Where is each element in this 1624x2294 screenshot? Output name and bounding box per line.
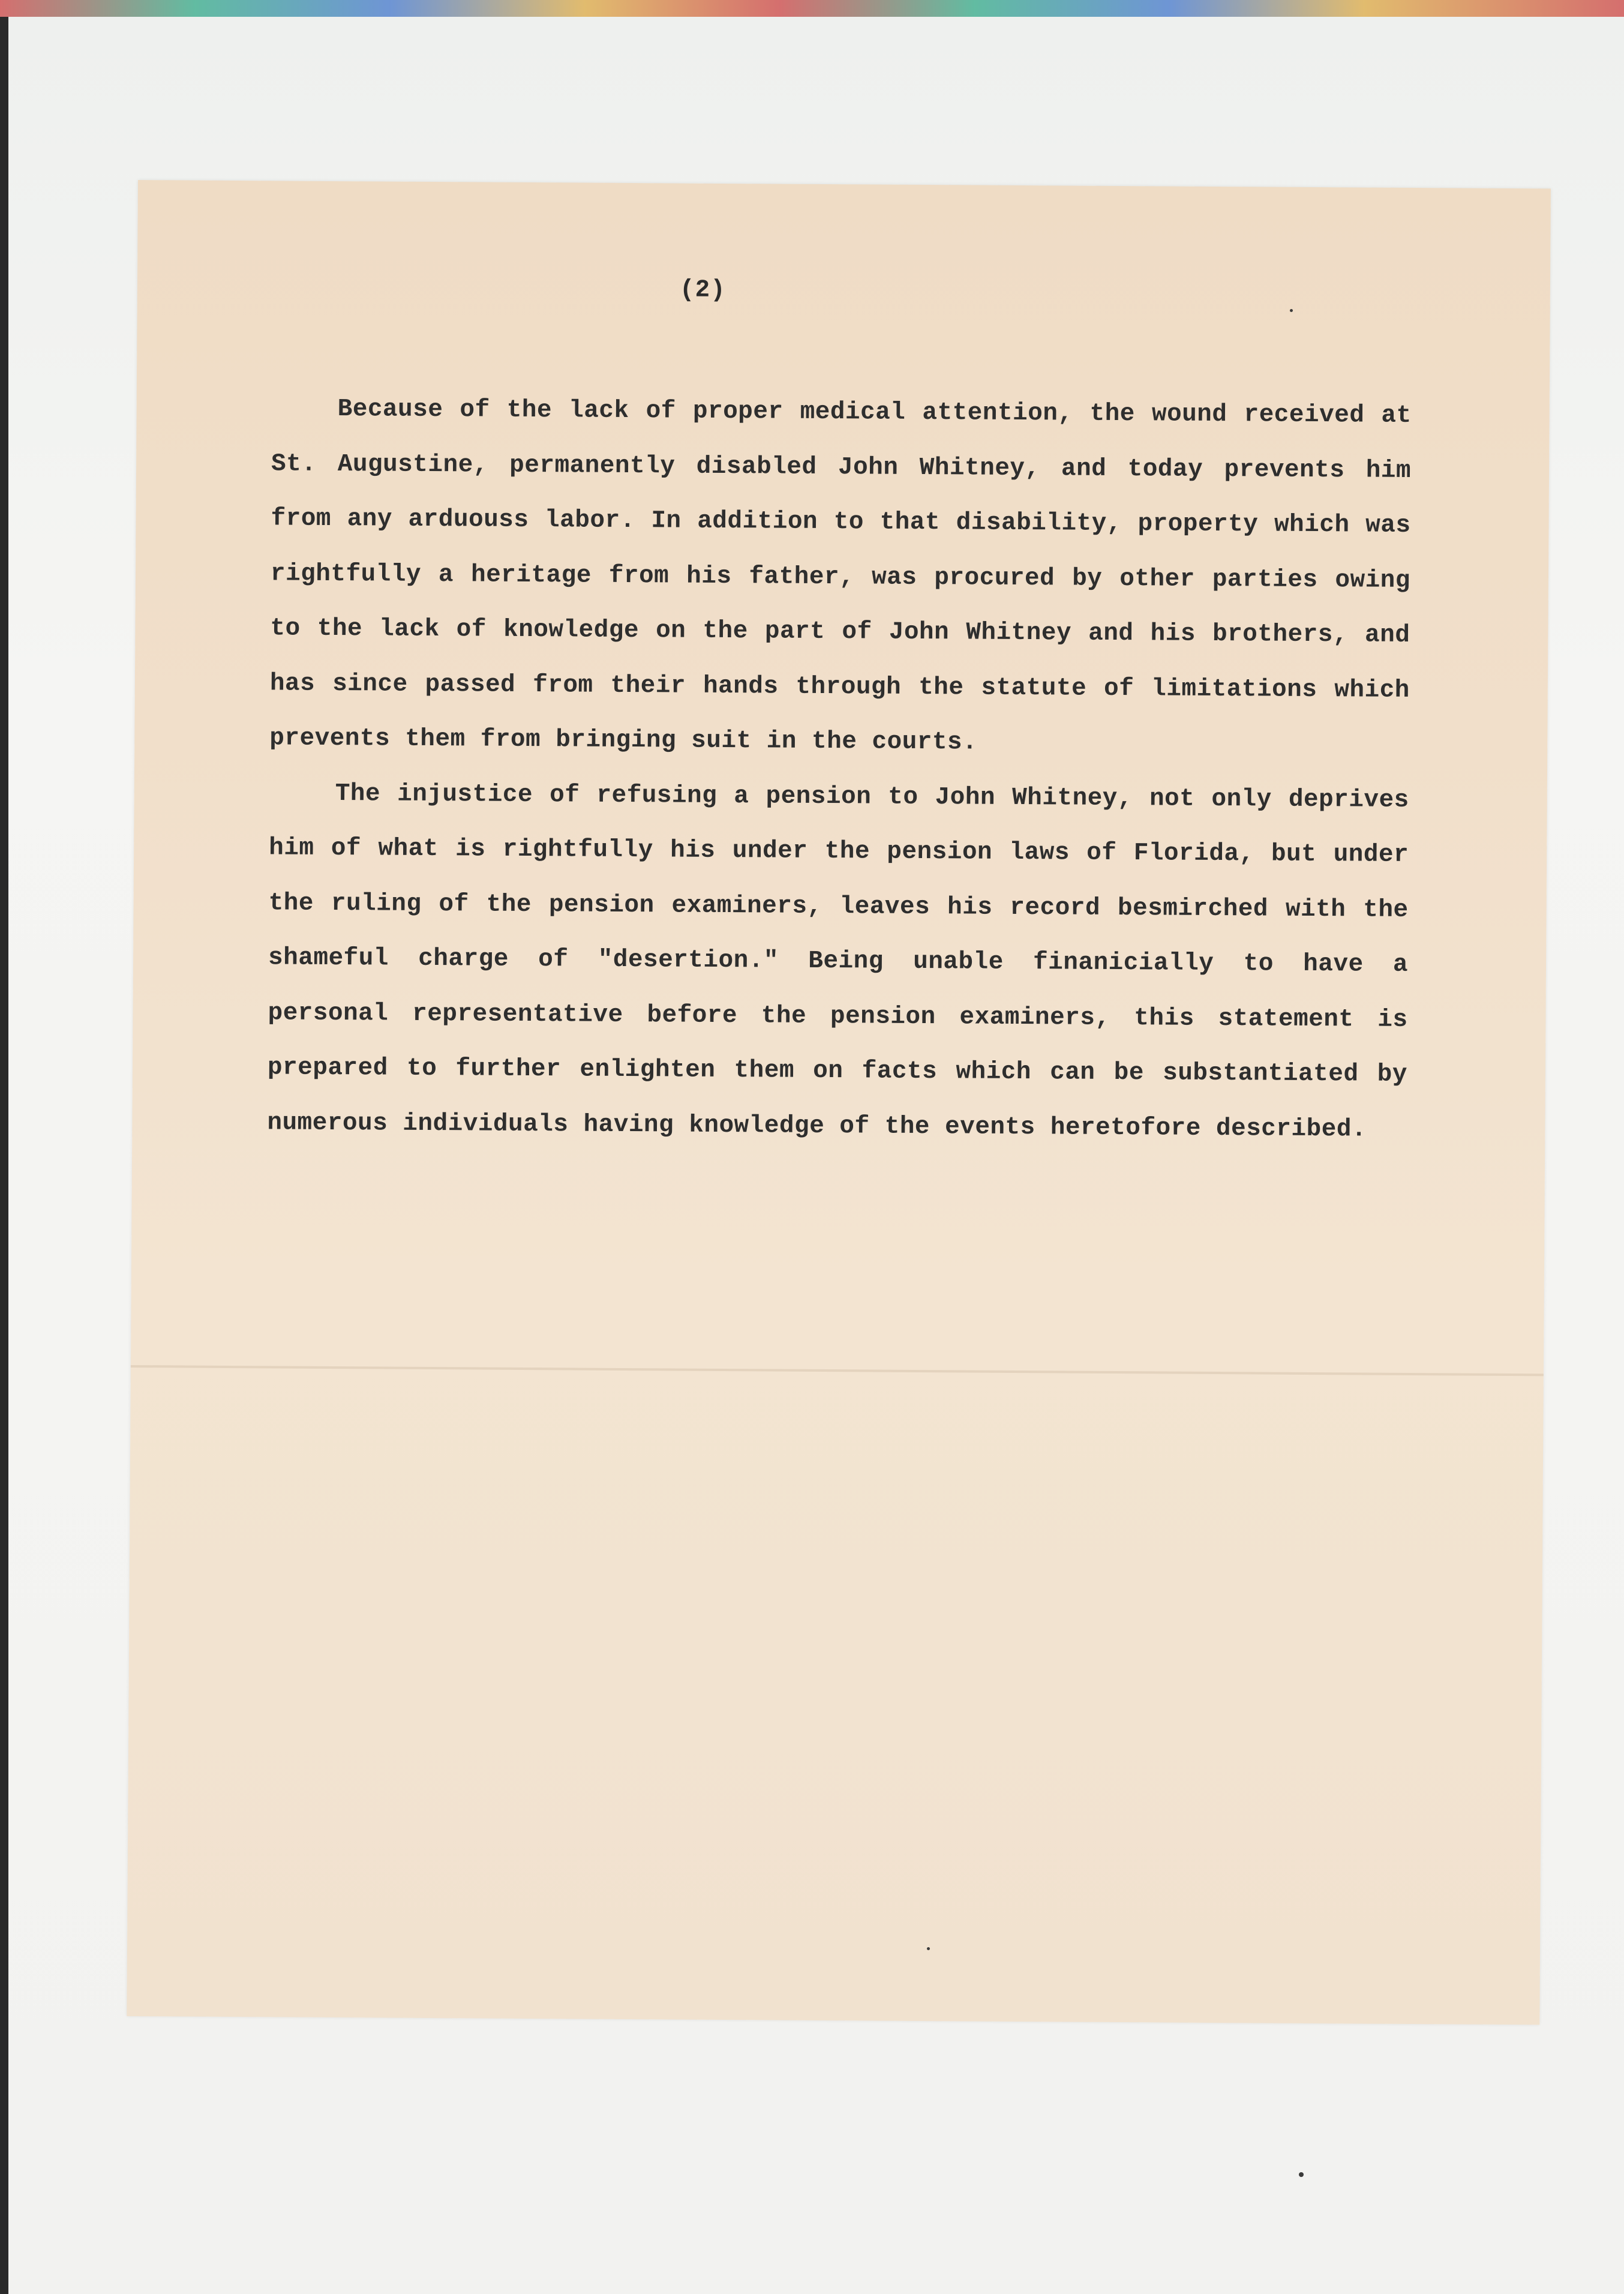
paragraph-1: Because of the lack of proper medical attention, the wound received at St. Augustine, permanently disabled John Whitney, and today prevents him from any arduouss labor. In addition to that disability, property which was rightfully a heritage from his father, was procured by other parties owing to the lack of knowledge on the part of John Whitney and his brothers, and has since passed from their hands through the statute of limitations which prevents them from bringing suit in the courts. bbox=[269, 395, 1412, 757]
scanner-left-edge bbox=[0, 17, 8, 2294]
dust-speck bbox=[1290, 309, 1293, 312]
paragraph-2: The injustice of refusing a pension to John Whitney, not only deprives him of what is rightfully his under the pension laws of Florida, but under the ruling of the pension examiners, leaves his record besmirched with the shameful charge of "desertion." Being unable finanicially to have a personal representative before the pension examiners, this statement is prepared to further enlighten them on facts which can be substantiated by numerous individuals having knowledge of the events heretofore described. bbox=[267, 779, 1409, 1144]
scanner-color-strip bbox=[0, 0, 1624, 17]
dust-speck bbox=[927, 1947, 930, 1950]
page-number: (2) bbox=[679, 276, 726, 304]
paper-fold-line bbox=[131, 1365, 1544, 1376]
document-body bbox=[267, 382, 1412, 1158]
dust-speck bbox=[1299, 2172, 1304, 2177]
document-page bbox=[127, 180, 1551, 2025]
